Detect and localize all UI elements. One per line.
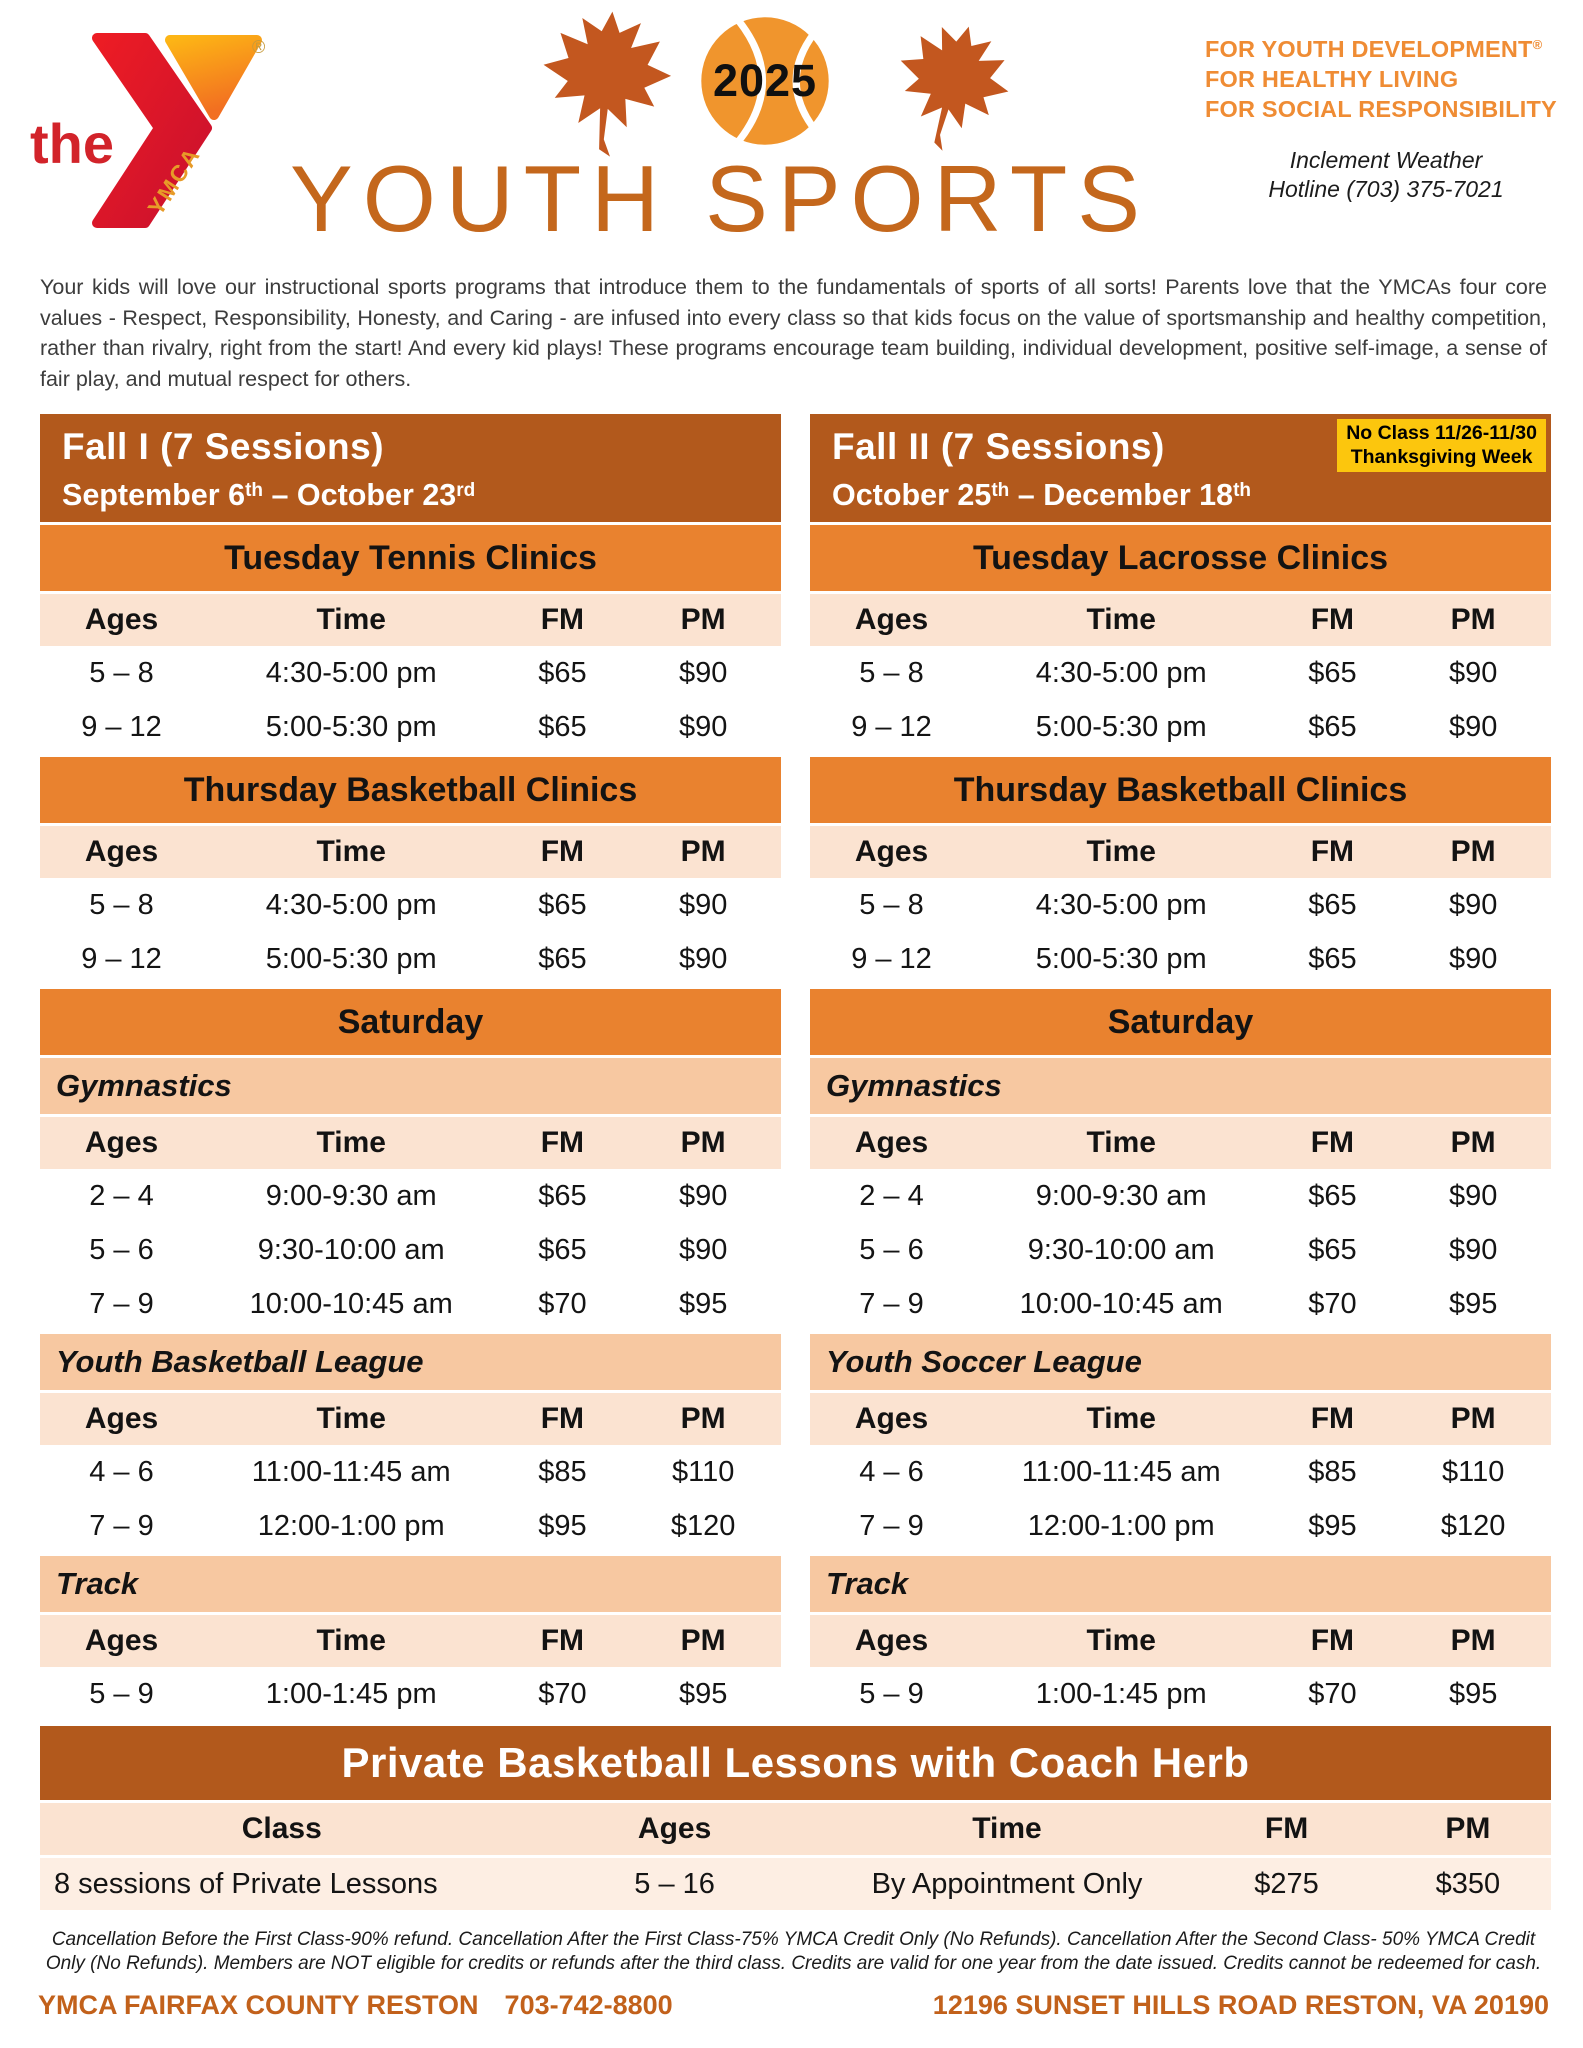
- class-header: Class: [241, 1812, 322, 1845]
- table-header-row: [810, 1615, 1551, 1667]
- table-row: [810, 1499, 1551, 1553]
- pm-header: PM: [680, 603, 726, 636]
- table-header-row: [810, 1393, 1551, 1445]
- ages-cell: 5 – 8: [89, 888, 154, 921]
- date-ordinal: th: [1233, 480, 1252, 501]
- fm-cell: $65: [538, 942, 587, 975]
- flyer-footer: [38, 1990, 1549, 2021]
- year-label: 2025: [712, 55, 818, 106]
- table-row: [40, 932, 781, 986]
- table-row: [40, 1169, 781, 1223]
- fm-header: FM: [1310, 1402, 1355, 1435]
- fm-cell: $70: [1308, 1677, 1357, 1710]
- table-row: [810, 1667, 1551, 1721]
- ages-cell: 7 – 9: [859, 1509, 924, 1542]
- branch-phone: 703-742-8800: [504, 1990, 673, 2020]
- logo-ymca-text: YMCA: [142, 142, 206, 220]
- private-lessons-title: Private Basketball Lessons with Coach Herb: [40, 1726, 1551, 1800]
- footer-address: 12196 SUNSET HILLS ROAD RESTON, VA 20190: [932, 1990, 1549, 2020]
- time-header: Time: [316, 1624, 386, 1657]
- fall1-title: Fall I (7 Sessions): [62, 426, 385, 467]
- ages-header: Ages: [84, 1402, 159, 1435]
- date-ordinal: th: [245, 480, 264, 501]
- pm-header: PM: [1450, 835, 1496, 868]
- pm-cell: $90: [678, 710, 728, 743]
- logo-the-text: the: [30, 112, 114, 175]
- pm-cell: $90: [1448, 942, 1498, 975]
- time-header: Time: [972, 1812, 1042, 1845]
- table-body: [810, 1667, 1551, 1721]
- time-cell: 4:30-5:00 pm: [265, 888, 437, 921]
- logo-registered-mark: ®: [252, 37, 265, 57]
- table-header-row: [40, 594, 781, 646]
- cancellation-note: Cancellation Before the First Class-90% refund. Cancellation After the First Class-75% YMCA Credit Only (No Refunds). Cancellation After the Second Class- 50% YMCA Credit Only (No Refunds). Members are NOT eligible for credits or refunds after the third class. Credits are valid for one year from the date issued. Credits cannot be redeemed for cash.: [45, 1929, 1542, 1974]
- pm-cell: $90: [1448, 1233, 1498, 1266]
- ages-cell: 4 – 6: [859, 1455, 924, 1488]
- table-header-row: [40, 1615, 781, 1667]
- fall2-dates: [832, 470, 1551, 516]
- section-bar-thursday-basketball: Thursday Basketball Clinics: [810, 757, 1551, 823]
- ages-header: Ages: [84, 1126, 159, 1159]
- pm-cell: $90: [1448, 888, 1498, 921]
- fm-cell: $65: [1308, 710, 1357, 743]
- pm-header: PM: [1445, 1812, 1491, 1845]
- table-row: [810, 700, 1551, 754]
- footer-branch: [38, 1990, 673, 2021]
- subsection-youth-basketball-league: Youth Basketball League: [40, 1334, 781, 1390]
- time-header: Time: [316, 835, 386, 868]
- ages-cell: 9 – 12: [81, 710, 162, 743]
- pm-cell: $120: [670, 1509, 736, 1542]
- table-row: [810, 932, 1551, 986]
- ages-cell: 5 – 6: [859, 1233, 924, 1266]
- ages-header: Ages: [84, 603, 159, 636]
- table-row: [40, 1499, 781, 1553]
- fm-cell: $65: [1308, 1233, 1357, 1266]
- page-title: YOUTH SPORTS: [290, 146, 1150, 251]
- date-ordinal: th: [991, 480, 1010, 501]
- time-cell: 5:00-5:30 pm: [265, 942, 437, 975]
- fm-cell: $65: [1308, 656, 1357, 689]
- table-body: [810, 1169, 1551, 1331]
- pm-header: PM: [680, 1402, 726, 1435]
- ages-header: Ages: [854, 1402, 929, 1435]
- no-class-badge: [1337, 419, 1546, 472]
- ages-cell: 9 – 12: [81, 942, 162, 975]
- pm-header: PM: [680, 1126, 726, 1159]
- fall1-dates: [62, 470, 781, 516]
- date-text: October 25: [832, 478, 992, 512]
- time-cell: 5:00-5:30 pm: [1035, 710, 1207, 743]
- tagline-text: FOR YOUTH DEVELOPMENT: [1205, 36, 1533, 62]
- table-body: [40, 1169, 781, 1331]
- ages-cell: 7 – 9: [859, 1287, 924, 1320]
- time-cell: 1:00-1:45 pm: [1035, 1677, 1207, 1710]
- fm-header: FM: [1310, 1126, 1355, 1159]
- pm-cell: $95: [678, 1287, 728, 1320]
- fm-cell: $70: [1308, 1287, 1357, 1320]
- pm-cell: $90: [1448, 710, 1498, 743]
- table-row: [40, 646, 781, 700]
- intro-paragraph: Your kids will love our instructional sports programs that introduce them to the fundamentals of sports of all sorts! Parents love that the YMCAs four core values - Respect, Responsibility, Honesty, and Caring - are infused into every class so that kids focus on the value of sportsmanship and healthy competition, rather than rivalry, right from the start! And every kid plays! These programs encourage team building, individual development, positive self-image, a sense of fair play, and mutual respect for others.: [40, 275, 1547, 391]
- time-cell: 11:00-11:45 am: [1021, 1455, 1221, 1488]
- fm-cell: $65: [1308, 888, 1357, 921]
- fall2-title: Fall II (7 Sessions): [832, 426, 1165, 467]
- maple-leaf-icon: [536, 5, 677, 166]
- date-text: September 6: [62, 478, 246, 512]
- inclement-weather-hotline: [1205, 146, 1567, 204]
- ages-cell: 5 – 8: [89, 656, 154, 689]
- table-body: [810, 878, 1551, 986]
- tennis-ball-icon: [700, 16, 830, 146]
- flyer-header: [0, 0, 1583, 258]
- time-cell: 10:00-10:45 am: [249, 1287, 453, 1320]
- table-row: [810, 1277, 1551, 1331]
- ages-cell: 5 – 8: [859, 656, 924, 689]
- table-row: [40, 1445, 781, 1499]
- table-row: [40, 1223, 781, 1277]
- fm-header: FM: [1310, 1624, 1355, 1657]
- ages-header: Ages: [854, 1624, 929, 1657]
- date-text: – October 23: [263, 478, 457, 512]
- table-row: [810, 1223, 1551, 1277]
- subsection-gymnastics: Gymnastics: [40, 1058, 781, 1114]
- fm-cell: $65: [538, 1179, 587, 1212]
- pm-header: PM: [1450, 1402, 1496, 1435]
- table-header-row: [810, 826, 1551, 878]
- ages-header: Ages: [84, 1624, 159, 1657]
- private-table-header-row: [40, 1803, 1551, 1855]
- fm-header: FM: [540, 835, 585, 868]
- section-bar-saturday: Saturday: [810, 989, 1551, 1055]
- badge-line1: No Class 11/26-11/30: [1346, 422, 1537, 444]
- pm-header: PM: [680, 835, 726, 868]
- time-cell: 9:30-10:00 am: [1027, 1233, 1215, 1266]
- pm-cell: $90: [678, 942, 728, 975]
- table-header-row: [40, 826, 781, 878]
- table-body: [810, 1445, 1551, 1553]
- subsection-track: Track: [40, 1556, 781, 1612]
- time-cell: 12:00-1:00 pm: [1027, 1509, 1215, 1542]
- time-cell: 12:00-1:00 pm: [257, 1509, 445, 1542]
- pm-cell: $90: [678, 656, 728, 689]
- time-cell: By Appointment Only: [871, 1867, 1143, 1900]
- section-bar-tuesday-tennis: Tuesday Tennis Clinics: [40, 525, 781, 591]
- time-cell: 1:00-1:45 pm: [265, 1677, 437, 1710]
- pm-header: PM: [1450, 603, 1496, 636]
- pm-cell: $90: [678, 1179, 728, 1212]
- fall1-header: [40, 414, 781, 522]
- time-header: Time: [1086, 1624, 1156, 1657]
- time-header: Time: [316, 1402, 386, 1435]
- section-bar-thursday-basketball: Thursday Basketball Clinics: [40, 757, 781, 823]
- pm-cell: $90: [1448, 1179, 1498, 1212]
- section-bar-saturday: Saturday: [40, 989, 781, 1055]
- table-row: [40, 1277, 781, 1331]
- fm-cell: $65: [538, 656, 587, 689]
- ages-header: Ages: [854, 603, 929, 636]
- ages-cell: 9 – 12: [851, 942, 932, 975]
- fm-cell: $65: [1308, 1179, 1357, 1212]
- pm-cell: $110: [1441, 1455, 1505, 1488]
- fm-header: FM: [540, 603, 585, 636]
- ages-cell: 5 – 9: [859, 1677, 924, 1710]
- tagline-healthy-living: FOR HEALTHY LIVING: [1205, 66, 1459, 92]
- date-text: – December 18: [1009, 478, 1234, 512]
- time-header: Time: [1086, 1402, 1156, 1435]
- fall1-column: [40, 414, 781, 1721]
- fm-cell: $85: [1308, 1455, 1357, 1488]
- badge-line2: Thanksgiving Week: [1350, 445, 1533, 468]
- ages-cell: 7 – 9: [89, 1287, 154, 1320]
- pm-cell: $90: [678, 1233, 728, 1266]
- pm-cell: $350: [1435, 1867, 1501, 1900]
- pm-header: PM: [680, 1624, 726, 1657]
- table-row: [40, 1667, 781, 1721]
- ages-header: Ages: [854, 1126, 929, 1159]
- date-ordinal: rd: [456, 480, 476, 501]
- private-table-body: [40, 1858, 1551, 1910]
- ages-cell: 5 – 16: [634, 1867, 715, 1900]
- ages-cell: 9 – 12: [851, 710, 932, 743]
- subsection-track: Track: [810, 1556, 1551, 1612]
- time-header: Time: [316, 603, 386, 636]
- table-row: [40, 700, 781, 754]
- table-body: [40, 1445, 781, 1553]
- ages-cell: 5 – 6: [89, 1233, 154, 1266]
- fall2-column: [810, 414, 1551, 1721]
- table-header-row: [810, 594, 1551, 646]
- fm-cell: $65: [538, 1233, 587, 1266]
- ages-cell: 2 – 4: [89, 1179, 154, 1212]
- time-cell: 5:00-5:30 pm: [265, 710, 437, 743]
- table-row: [810, 878, 1551, 932]
- branch-name: YMCA FAIRFAX COUNTY RESTON: [38, 1990, 479, 2020]
- table-header-row: [810, 1117, 1551, 1169]
- table-row: [40, 878, 781, 932]
- time-cell: 9:30-10:00 am: [257, 1233, 445, 1266]
- fm-header: FM: [1264, 1812, 1309, 1845]
- pm-cell: $95: [1448, 1287, 1498, 1320]
- fm-cell: $95: [1308, 1509, 1357, 1542]
- pm-header: PM: [1450, 1126, 1496, 1159]
- fm-cell: $65: [538, 888, 587, 921]
- table-row: [810, 1445, 1551, 1499]
- fm-cell: $65: [1308, 942, 1357, 975]
- time-header: Time: [1086, 1126, 1156, 1159]
- time-cell: 4:30-5:00 pm: [265, 656, 437, 689]
- tagline-social-responsibility: FOR SOCIAL RESPONSIBILITY: [1205, 96, 1557, 122]
- pm-cell: $120: [1440, 1509, 1506, 1542]
- ages-cell: 5 – 8: [859, 888, 924, 921]
- time-cell: 4:30-5:00 pm: [1035, 888, 1207, 921]
- ages-header: Ages: [637, 1812, 712, 1845]
- ages-header: Ages: [854, 835, 929, 868]
- fm-cell: $70: [538, 1677, 587, 1710]
- fm-cell: $65: [538, 710, 587, 743]
- table-body: [40, 646, 781, 754]
- fm-header: FM: [1310, 835, 1355, 868]
- section-bar-tuesday-lacrosse: Tuesday Lacrosse Clinics: [810, 525, 1551, 591]
- fall2-header: [810, 414, 1551, 522]
- time-cell: 10:00-10:45 am: [1019, 1287, 1223, 1320]
- time-header: Time: [316, 1126, 386, 1159]
- pm-header: PM: [1450, 1624, 1496, 1657]
- fm-header: FM: [540, 1624, 585, 1657]
- class-cell: 8 sessions of Private Lessons: [54, 1867, 438, 1900]
- table-header-row: [40, 1117, 781, 1169]
- table-row: [40, 1858, 1551, 1910]
- hotline-line1: Inclement Weather: [1289, 147, 1483, 173]
- time-cell: 11:00-11:45 am: [251, 1455, 451, 1488]
- tagline-youth-development: [1205, 30, 1567, 64]
- fm-cell: $95: [538, 1509, 587, 1542]
- fm-header: FM: [540, 1402, 585, 1435]
- pm-cell: $90: [678, 888, 728, 921]
- fm-header: FM: [540, 1126, 585, 1159]
- table-row: [810, 1169, 1551, 1223]
- fm-cell: $275: [1254, 1867, 1319, 1900]
- ages-cell: 2 – 4: [859, 1179, 924, 1212]
- pm-cell: $95: [678, 1677, 728, 1710]
- private-lessons-section: [40, 1726, 1551, 1910]
- pm-cell: $90: [1448, 656, 1498, 689]
- ages-cell: 4 – 6: [89, 1455, 154, 1488]
- time-header: Time: [1086, 835, 1156, 868]
- time-cell: 9:00-9:30 am: [1035, 1179, 1207, 1212]
- fm-cell: $85: [538, 1455, 587, 1488]
- fm-header: FM: [1310, 603, 1355, 636]
- ages-cell: 5 – 9: [89, 1677, 154, 1710]
- ages-cell: 7 – 9: [89, 1509, 154, 1542]
- brand-taglines-block: [1205, 30, 1567, 204]
- table-row: [810, 646, 1551, 700]
- time-cell: 5:00-5:30 pm: [1035, 942, 1207, 975]
- table-body: [40, 1667, 781, 1721]
- registered-mark: ®: [1532, 37, 1543, 52]
- subsection-youth-soccer-league: Youth Soccer League: [810, 1334, 1551, 1390]
- ages-header: Ages: [84, 835, 159, 868]
- pm-cell: $95: [1448, 1677, 1498, 1710]
- ymca-logo-icon: [30, 33, 265, 229]
- schedule-columns: [40, 414, 1551, 1721]
- table-body: [40, 878, 781, 986]
- time-cell: 9:00-9:30 am: [265, 1179, 437, 1212]
- pm-cell: $110: [671, 1455, 735, 1488]
- time-cell: 4:30-5:00 pm: [1035, 656, 1207, 689]
- table-body: [810, 646, 1551, 754]
- time-header: Time: [1086, 603, 1156, 636]
- table-header-row: [40, 1393, 781, 1445]
- subsection-gymnastics: Gymnastics: [810, 1058, 1551, 1114]
- hotline-line2: Hotline (703) 375-7021: [1268, 176, 1504, 202]
- fm-cell: $70: [538, 1287, 587, 1320]
